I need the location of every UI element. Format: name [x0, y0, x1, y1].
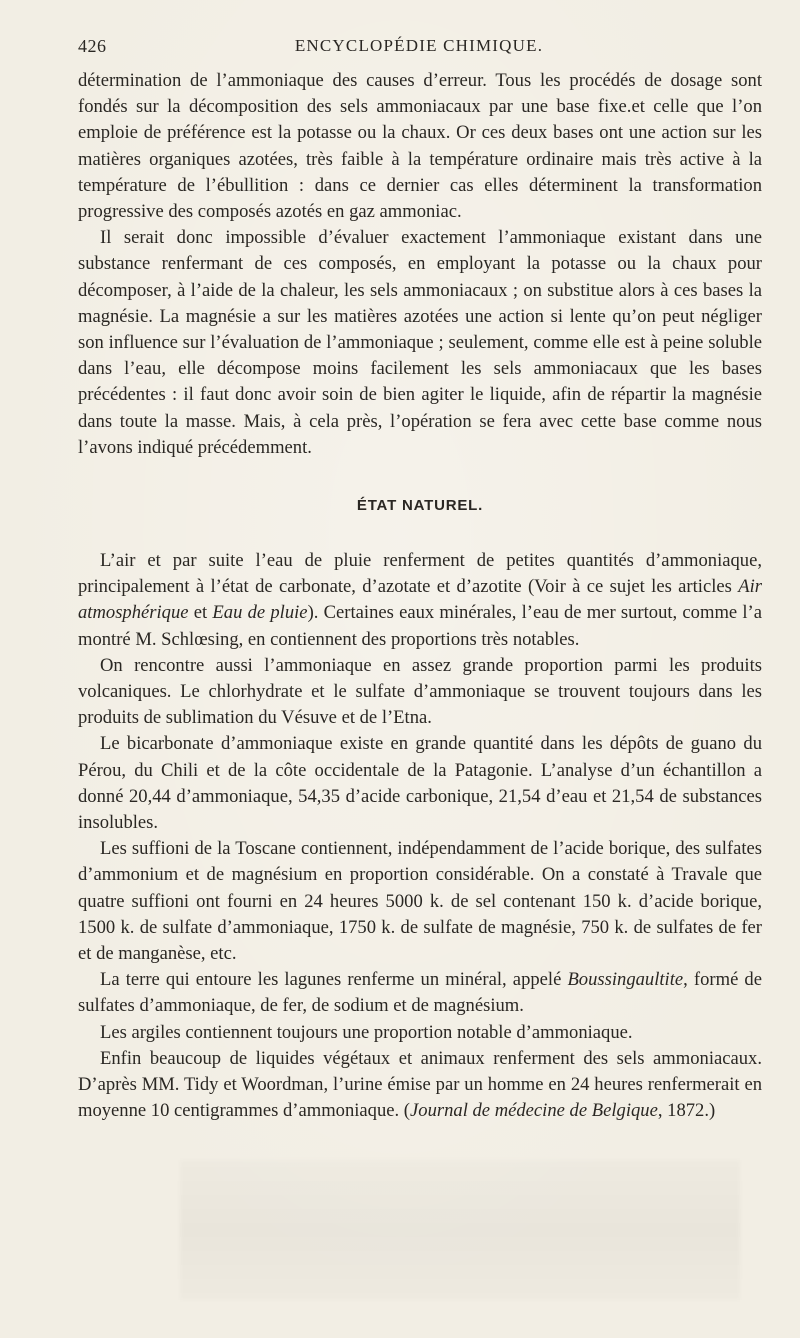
- text-span: , 1872.): [657, 1100, 716, 1122]
- italic-reference: Journal de médecine de Belgique: [410, 1100, 658, 1122]
- paragraph: détermination de l’ammoniaque des causes d’erreur. Tous les procédés de dosage sont fondés sur la décomposition des sels ammoniacaux par une base fixe.et celle que l’on emploie de préférence est la potasse ou la chaux. Or ces deux bases ont une action sur les matières organiques azotées, très faible à la température ordinaire mais très active à la température de l’ébullition : dans ce dernier cas elles déterminent la transformation progressive des composés azotés en gaz ammoniac.: [78, 70, 762, 223]
- paragraph: [78, 1046, 762, 1125]
- text-span: Enfin beaucoup de liquides végétaux et animaux renferment des sels ammoniacaux. D’après MM. Tidy et Woordman, l’urine émise par un homme en 24 heures renfermerait en moyenne 10 centigrammes d’ammoniaque. (: [78, 1047, 762, 1122]
- paragraph: On rencontre aussi l’ammoniaque en assez grande proportion parmi les produits volcaniques. Le chlorhydrate et le sulfate d’ammoniaque se trouvent toujours dans les produits de sublimation du Vésuve et de l’Etna.: [78, 654, 762, 729]
- paragraph: [78, 967, 762, 1019]
- italic-reference: Eau de pluie: [212, 602, 308, 624]
- text-span: ). Certaines eaux minérales, l’eau de mer surtout, comme l’a montré M. Schlœsing, en contiennent des proportions très notables.: [78, 602, 762, 650]
- paragraph: [78, 548, 762, 653]
- paragraph: Le bicarbonate d’ammoniaque existe en grande quantité dans les dépôts de guano du Pérou, du Chili et de la côte occidentale de la Patagonie. L’analyse d’un échantillon a donné 20,44 d’ammoniaque, 54,35 d’acide carbonique, 21,54 d’eau et 21,54 de substances insolubles.: [78, 733, 762, 834]
- page-number: 426: [78, 36, 107, 56]
- running-title: ENCYCLOPÉDIE CHIMIQUE.: [294, 36, 544, 55]
- text-span: , formé de sulfates d’ammoniaque, de fer, de sodium et de magnésium.: [78, 969, 762, 1017]
- show-through-shading: [180, 1160, 740, 1300]
- section-title: ÉTAT NATUREL.: [356, 497, 484, 514]
- italic-term: Boussingaultite: [567, 969, 684, 991]
- italic-reference: Air atmosphérique: [78, 576, 762, 624]
- paragraph: Il serait donc impossible d’évaluer exactement l’ammoniaque existant dans une substance renfermant de ces composés, en employant la potasse ou la chaux pour décomposer, à l’aide de la chaleur, les sels ammoniacaux ; on substitue alors à ces bases la magnésie. La magnésie a sur les matières azotées une action si lente qu’on peut négliger son influence sur l’évaluation de l’ammoniaque ; seulement, comme elle est à peine soluble dans l’eau, elle décompose moins facilement les sels ammoniacaux que les bases précédentes : il faut donc avoir soin de bien agiter le liquide, afin de répartir la magnésie dans toute la masse. Mais, à cela près, l’opération se fera avec cette base comme nous l’avons indiqué précédemment.: [78, 227, 762, 458]
- body-text-natural-state: [78, 548, 762, 1124]
- text-span: et: [188, 602, 213, 624]
- paragraph: Les suffioni de la Toscane contiennent, indépendamment de l’acide borique, des sulfates d’ammonium et de magnésium en proportion considérable. On a constaté à Travale que quatre suffioni ont fourni en 24 heures 5000 k. de sel contenant 150 k. d’acide borique, 1500 k. de sulfate d’ammoniaque, 1750 k. de sulfate de magnésie, 750 k. de sulfates de fer et de manganèse, etc.: [78, 838, 762, 965]
- text-span: La terre qui entoure les lagunes renferme un minéral, appelé: [100, 969, 568, 991]
- paragraph: Les argiles contiennent toujours une proportion notable d’ammoniaque.: [100, 1021, 633, 1043]
- text-span: L’air et par suite l’eau de pluie renferment de petites quantités d’ammoniaque, principalement à l’état de carbonate, d’azotate et d’azotite (Voir à ce sujet les articles: [78, 550, 762, 598]
- body-text-top: [78, 68, 762, 461]
- page-header: [78, 36, 760, 60]
